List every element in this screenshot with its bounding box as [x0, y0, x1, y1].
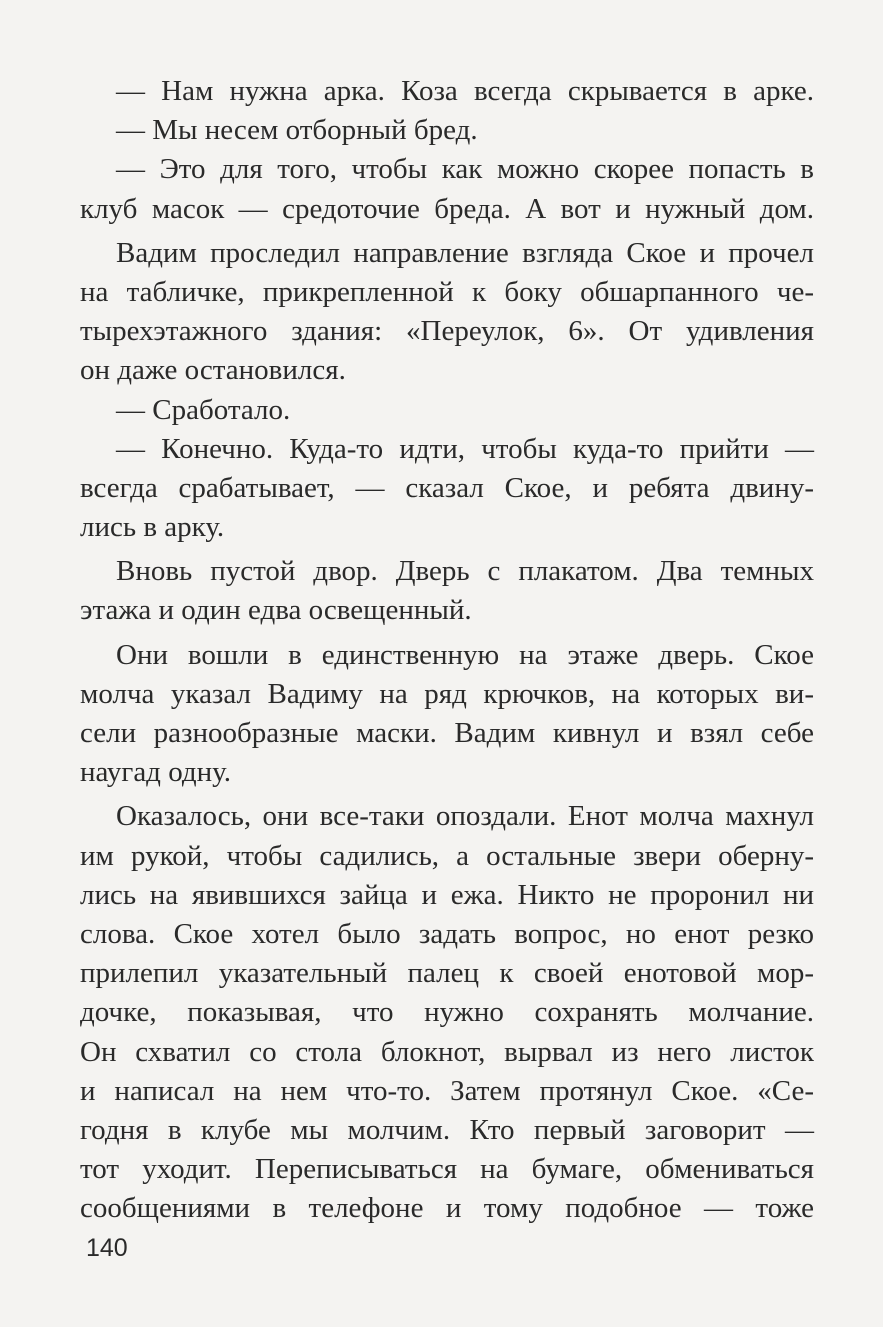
text-line: слова. Ское хотел было задать вопрос, но енот резко	[80, 917, 814, 950]
text-line: прилепил указательный палец к своей енотовой мор-	[80, 957, 814, 990]
text-line: на табличке, прикрепленной к боку обшарпанного че-	[80, 275, 814, 308]
text-line: молча указал Вадиму на ряд крючков, на которых ви-	[80, 677, 814, 710]
text-line: и написал на нем что-то. Затем протянул Ское. «Се-	[80, 1074, 814, 1107]
page-number: 140	[86, 1234, 128, 1262]
text-line: он даже остановился.	[80, 354, 346, 387]
text-line: годня в клубе мы молчим. Кто первый заговорит —	[80, 1113, 814, 1146]
text-line: сообщениями в телефоне и тому подобное — тоже	[80, 1192, 814, 1225]
text-line: лись на явившихся зайца и ежа. Никто не проронил ни	[80, 878, 814, 911]
text-line: Он схватил со стола блокнот, вырвал из него листок	[80, 1035, 814, 1068]
text-line: — Сработало.	[116, 393, 291, 426]
text-line: — Конечно. Куда-то идти, чтобы куда-то прийти —	[116, 432, 814, 465]
text-line: тырехэтажного здания: «Переулок, 6». От удивления	[80, 315, 814, 348]
text-line: — Это для того, чтобы как можно скорее попасть в	[116, 153, 814, 186]
text-line: — Мы несем отборный бред.	[116, 114, 478, 147]
text-line: лись в арку.	[80, 511, 225, 544]
text-line: Оказалось, они все-таки опоздали. Енот молча махнул	[116, 800, 814, 833]
text-line: Вновь пустой двор. Дверь с плакатом. Два темных	[116, 555, 814, 588]
text-line: этажа и один едва освещенный.	[80, 594, 472, 627]
text-line: наугад одну.	[80, 756, 231, 789]
text-line: — Нам нужна арка. Коза всегда скрывается в арке.	[116, 75, 814, 107]
body-text	[80, 72, 814, 1228]
text-line: Вадим проследил направление взгляда Ское и прочел	[116, 236, 814, 269]
text-line: Они вошли в единственную на этаже дверь. Ское	[116, 638, 814, 671]
text-line: дочке, показывая, что нужно сохранять молчание.	[80, 996, 814, 1029]
text-line: сели разнообразные маски. Вадим кивнул и взял себе	[80, 717, 814, 749]
text-line: клуб масок — средоточие бреда. А вот и нужный дом.	[80, 192, 814, 225]
text-line: тот уходит. Переписываться на бумаге, обмениваться	[80, 1153, 814, 1186]
text-line: им рукой, чтобы садились, а остальные звери оберну-	[80, 839, 814, 872]
text-line: всегда срабатывает, — сказал Ское, и ребята двину-	[80, 471, 814, 504]
